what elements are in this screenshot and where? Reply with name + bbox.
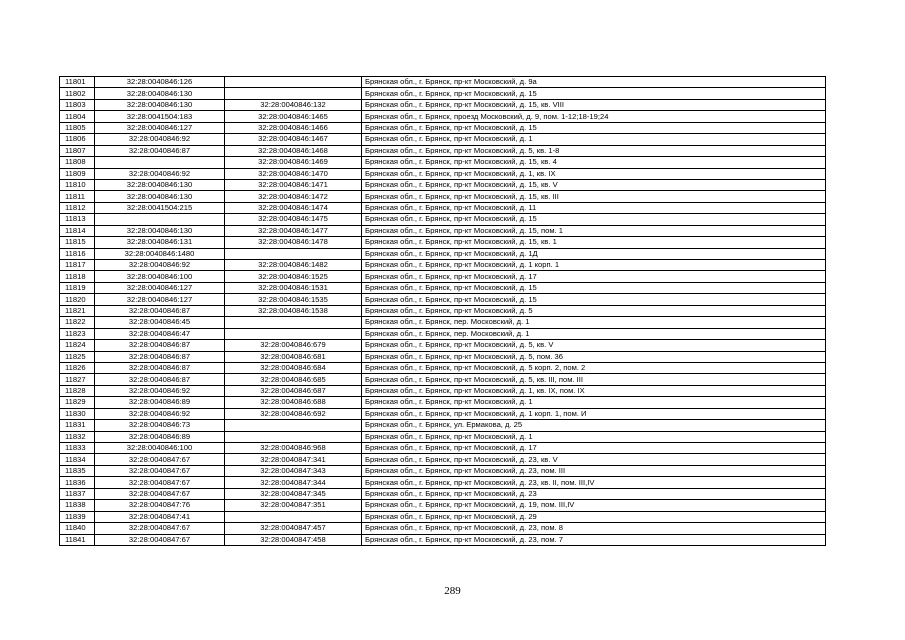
cadastral-number-object-cell (225, 431, 362, 442)
row-number-cell: 11823 (60, 328, 95, 339)
address-cell: Брянская обл., г. Брянск, пр-кт Московский, д. 15, пом. 1 (362, 225, 826, 236)
cadastral-number-object-cell: 32:28:0040846:692 (225, 408, 362, 419)
row-number-cell: 11815 (60, 237, 95, 248)
cadastral-number-parcel-cell: 32:28:0040847:67 (95, 488, 225, 499)
address-cell: Брянская обл., г. Брянск, пр-кт Московский, д. 1, кв. IX (362, 168, 826, 179)
table-row (60, 328, 826, 339)
table-row (60, 534, 826, 545)
row-number-cell: 11811 (60, 191, 95, 202)
cadastral-number-parcel-cell: 32:28:0040846:100 (95, 271, 225, 282)
table-row (60, 237, 826, 248)
cadastral-number-object-cell: 32:28:0040846:1468 (225, 145, 362, 156)
cadastral-number-object-cell: 32:28:0040847:345 (225, 488, 362, 499)
row-number-cell: 11827 (60, 374, 95, 385)
table-row (60, 511, 826, 522)
row-number-cell: 11840 (60, 523, 95, 534)
address-cell: Брянская обл., г. Брянск, пр-кт Московский, д. 5, кв. V (362, 340, 826, 351)
address-cell: Брянская обл., г. Брянск, пер. Московский, д. 1 (362, 328, 826, 339)
cadastral-number-parcel-cell: 32:28:0041504:215 (95, 202, 225, 213)
cadastral-number-object-cell: 32:28:0040846:1469 (225, 157, 362, 168)
address-cell: Брянская обл., г. Брянск, пер. Московский, д. 1 (362, 317, 826, 328)
cadastral-number-object-cell: 32:28:0040847:457 (225, 523, 362, 534)
address-cell: Брянская обл., г. Брянск, пр-кт Московский, д. 23, кв. II, пом. III,IV (362, 477, 826, 488)
cadastral-number-object-cell (225, 77, 362, 88)
address-cell: Брянская обл., г. Брянск, пр-кт Московский, д. 15, кв. 4 (362, 157, 826, 168)
address-cell: Брянская обл., г. Брянск, пр-кт Московский, д. 23, пом. III (362, 465, 826, 476)
row-number-cell: 11825 (60, 351, 95, 362)
row-number-cell: 11820 (60, 294, 95, 305)
table-row (60, 168, 826, 179)
table-row (60, 282, 826, 293)
cadastral-number-object-cell (225, 317, 362, 328)
table-row (60, 191, 826, 202)
row-number-cell: 11833 (60, 443, 95, 454)
cadastral-number-object-cell: 32:28:0040846:1467 (225, 134, 362, 145)
table-row (60, 374, 826, 385)
row-number-cell: 11824 (60, 340, 95, 351)
address-cell: Брянская обл., г. Брянск, пр-кт Московский, д. 15, кв. V (362, 179, 826, 190)
table-row (60, 248, 826, 259)
cadastral-number-parcel-cell: 32:28:0040846:127 (95, 282, 225, 293)
row-number-cell: 11818 (60, 271, 95, 282)
cadastral-number-parcel-cell: 32:28:0040847:76 (95, 500, 225, 511)
table-row (60, 317, 826, 328)
row-number-cell: 11805 (60, 122, 95, 133)
cadastral-number-object-cell (225, 511, 362, 522)
row-number-cell: 11806 (60, 134, 95, 145)
cadastral-number-object-cell: 32:28:0040846:679 (225, 340, 362, 351)
row-number-cell: 11808 (60, 157, 95, 168)
cadastral-number-parcel-cell: 32:28:0040846:131 (95, 237, 225, 248)
address-cell: Брянская обл., г. Брянск, пр-кт Московский, д. 15, кв. 1 (362, 237, 826, 248)
cadastral-number-object-cell: 32:28:0040847:343 (225, 465, 362, 476)
cadastral-number-parcel-cell: 32:28:0040846:87 (95, 340, 225, 351)
address-cell: Брянская обл., г. Брянск, пр-кт Московский, д. 1 корп. 1, пом. И (362, 408, 826, 419)
row-number-cell: 11837 (60, 488, 95, 499)
table-row (60, 351, 826, 362)
cadastral-number-object-cell: 32:28:0040847:351 (225, 500, 362, 511)
page-number: 289 (444, 585, 461, 597)
address-cell: Брянская обл., г. Брянск, пр-кт Московский, д. 15, кв. VIII (362, 99, 826, 110)
cadastral-number-object-cell: 32:28:0040846:1477 (225, 225, 362, 236)
address-cell: Брянская обл., г. Брянск, пр-кт Московский, д. 1, кв. IX, пом. IX (362, 385, 826, 396)
address-cell: Брянская обл., г. Брянск, пр-кт Московский, д. 23 (362, 488, 826, 499)
cadastral-number-parcel-cell: 32:28:0040847:67 (95, 465, 225, 476)
address-cell: Брянская обл., г. Брянск, пр-кт Московский, д. 23, кв. V (362, 454, 826, 465)
address-cell: Брянская обл., г. Брянск, пр-кт Московский, д. 1 (362, 134, 826, 145)
table-row (60, 260, 826, 271)
row-number-cell: 11826 (60, 362, 95, 373)
address-cell: Брянская обл., г. Брянск, пр-кт Московский, д. 17 (362, 443, 826, 454)
cadastral-number-object-cell: 32:28:0040846:1478 (225, 237, 362, 248)
table-row (60, 294, 826, 305)
cadastral-number-object-cell: 32:28:0040846:1535 (225, 294, 362, 305)
cadastral-number-object-cell: 32:28:0040847:341 (225, 454, 362, 465)
cadastral-number-parcel-cell: 32:28:0040846:127 (95, 122, 225, 133)
table-row (60, 431, 826, 442)
cadastral-number-parcel-cell: 32:28:0040846:100 (95, 443, 225, 454)
cadastral-number-parcel-cell: 32:28:0040846:87 (95, 145, 225, 156)
row-number-cell: 11816 (60, 248, 95, 259)
cadastral-number-parcel-cell: 32:28:0040846:92 (95, 168, 225, 179)
cadastral-number-object-cell: 32:28:0040846:1482 (225, 260, 362, 271)
cadastral-number-parcel-cell: 32:28:0040847:41 (95, 511, 225, 522)
row-number-cell: 11834 (60, 454, 95, 465)
table-row (60, 397, 826, 408)
cadastral-table (59, 76, 826, 546)
cadastral-number-parcel-cell: 32:28:0040847:67 (95, 477, 225, 488)
cadastral-number-object-cell: 32:28:0040846:1531 (225, 282, 362, 293)
cadastral-number-parcel-cell: 32:28:0040846:87 (95, 305, 225, 316)
address-cell: Брянская обл., г. Брянск, пр-кт Московский, д. 11 (362, 202, 826, 213)
table-row (60, 420, 826, 431)
row-number-cell: 11817 (60, 260, 95, 271)
cadastral-number-object-cell: 32:28:0040846:1474 (225, 202, 362, 213)
address-cell: Брянская обл., г. Брянск, пр-кт Московский, д. 1 (362, 431, 826, 442)
table-row (60, 145, 826, 156)
cadastral-number-parcel-cell: 32:28:0040846:92 (95, 385, 225, 396)
cadastral-number-object-cell (225, 420, 362, 431)
cadastral-number-object-cell: 32:28:0040846:1470 (225, 168, 362, 179)
cadastral-number-parcel-cell (95, 214, 225, 225)
cadastral-number-parcel-cell: 32:28:0040846:130 (95, 191, 225, 202)
address-cell: Брянская обл., г. Брянск, ул. Ермакова, д. 25 (362, 420, 826, 431)
address-cell: Брянская обл., г. Брянск, пр-кт Московский, д. 15 (362, 282, 826, 293)
address-cell: Брянская обл., г. Брянск, пр-кт Московский, д. 1 корп. 1 (362, 260, 826, 271)
cadastral-number-object-cell: 32:28:0040846:1471 (225, 179, 362, 190)
cadastral-number-parcel-cell: 32:28:0040846:87 (95, 362, 225, 373)
row-number-cell: 11804 (60, 111, 95, 122)
cadastral-number-parcel-cell: 32:28:0040846:92 (95, 134, 225, 145)
cadastral-number-parcel-cell: 32:28:0040846:130 (95, 99, 225, 110)
address-cell: Брянская обл., г. Брянск, пр-кт Московский, д. 1Д (362, 248, 826, 259)
address-cell: Брянская обл., г. Брянск, пр-кт Московский, д. 9а (362, 77, 826, 88)
table-row (60, 77, 826, 88)
row-number-cell: 11836 (60, 477, 95, 488)
address-cell: Брянская обл., г. Брянск, пр-кт Московский, д. 15 (362, 122, 826, 133)
table-row (60, 305, 826, 316)
table-row (60, 134, 826, 145)
row-number-cell: 11809 (60, 168, 95, 179)
cadastral-number-object-cell: 32:28:0040846:684 (225, 362, 362, 373)
table-row (60, 271, 826, 282)
row-number-cell: 11813 (60, 214, 95, 225)
table-row (60, 225, 826, 236)
address-cell: Брянская обл., г. Брянск, пр-кт Московский, д. 15 (362, 88, 826, 99)
row-number-cell: 11841 (60, 534, 95, 545)
address-cell: Брянская обл., г. Брянск, пр-кт Московский, д. 15 (362, 214, 826, 225)
cadastral-number-object-cell (225, 328, 362, 339)
table-row (60, 408, 826, 419)
address-cell: Брянская обл., г. Брянск, пр-кт Московский, д. 19, пом. III,IV (362, 500, 826, 511)
table-row (60, 157, 826, 168)
row-number-cell: 11812 (60, 202, 95, 213)
cadastral-number-parcel-cell: 32:28:0040846:87 (95, 351, 225, 362)
cadastral-number-parcel-cell: 32:28:0040846:45 (95, 317, 225, 328)
cadastral-number-object-cell: 32:28:0040846:1466 (225, 122, 362, 133)
cadastral-number-parcel-cell (95, 157, 225, 168)
table-row (60, 122, 826, 133)
cadastral-number-parcel-cell: 32:28:0040846:92 (95, 260, 225, 271)
address-cell: Брянская обл., г. Брянск, пр-кт Московский, д. 17 (362, 271, 826, 282)
table-row (60, 202, 826, 213)
cadastral-number-object-cell: 32:28:0040846:1525 (225, 271, 362, 282)
cadastral-number-object-cell: 32:28:0040846:687 (225, 385, 362, 396)
address-cell: Брянская обл., г. Брянск, пр-кт Московский, д. 5, кв. 1-8 (362, 145, 826, 156)
table-row (60, 500, 826, 511)
cadastral-number-object-cell: 32:28:0040847:344 (225, 477, 362, 488)
cadastral-number-parcel-cell: 32:28:0040846:47 (95, 328, 225, 339)
row-number-cell: 11831 (60, 420, 95, 431)
table-row (60, 443, 826, 454)
address-cell: Брянская обл., г. Брянск, проезд Московский, д. 9, пом. 1-12;18-19;24 (362, 111, 826, 122)
table-body (60, 77, 826, 546)
cadastral-number-parcel-cell: 32:28:0040846:92 (95, 408, 225, 419)
cadastral-number-object-cell: 32:28:0040846:681 (225, 351, 362, 362)
cadastral-number-object-cell: 32:28:0040846:1475 (225, 214, 362, 225)
table-row (60, 488, 826, 499)
row-number-cell: 11801 (60, 77, 95, 88)
address-cell: Брянская обл., г. Брянск, пр-кт Московский, д. 5, пом. 36 (362, 351, 826, 362)
row-number-cell: 11828 (60, 385, 95, 396)
cadastral-number-object-cell: 32:28:0040846:968 (225, 443, 362, 454)
cadastral-number-parcel-cell: 32:28:0040847:67 (95, 454, 225, 465)
address-cell: Брянская обл., г. Брянск, пр-кт Московский, д. 5, кв. III, пом. III (362, 374, 826, 385)
row-number-cell: 11807 (60, 145, 95, 156)
address-cell: Брянская обл., г. Брянск, пр-кт Московский, д. 15 (362, 294, 826, 305)
cadastral-number-object-cell: 32:28:0040846:1472 (225, 191, 362, 202)
cadastral-number-object-cell: 32:28:0040846:1465 (225, 111, 362, 122)
row-number-cell: 11821 (60, 305, 95, 316)
address-cell: Брянская обл., г. Брянск, пр-кт Московский, д. 5 корп. 2, пом. 2 (362, 362, 826, 373)
table-row (60, 99, 826, 110)
address-cell: Брянская обл., г. Брянск, пр-кт Московский, д. 5 (362, 305, 826, 316)
address-cell: Брянская обл., г. Брянск, пр-кт Московский, д. 29 (362, 511, 826, 522)
table-row (60, 362, 826, 373)
row-number-cell: 11803 (60, 99, 95, 110)
cadastral-number-object-cell (225, 248, 362, 259)
address-cell: Брянская обл., г. Брянск, пр-кт Московский, д. 23, пом. 8 (362, 523, 826, 534)
row-number-cell: 11822 (60, 317, 95, 328)
cadastral-number-parcel-cell: 32:28:0040846:130 (95, 225, 225, 236)
row-number-cell: 11810 (60, 179, 95, 190)
row-number-cell: 11829 (60, 397, 95, 408)
table-row (60, 477, 826, 488)
cadastral-number-parcel-cell: 32:28:0040847:67 (95, 523, 225, 534)
row-number-cell: 11835 (60, 465, 95, 476)
table-row (60, 214, 826, 225)
cadastral-number-parcel-cell: 32:28:0040847:67 (95, 534, 225, 545)
cadastral-number-object-cell: 32:28:0040846:1538 (225, 305, 362, 316)
table-row (60, 454, 826, 465)
cadastral-number-object-cell (225, 88, 362, 99)
cadastral-number-parcel-cell: 32:28:0040846:89 (95, 431, 225, 442)
cadastral-number-parcel-cell: 32:28:0040846:73 (95, 420, 225, 431)
row-number-cell: 11838 (60, 500, 95, 511)
row-number-cell: 11830 (60, 408, 95, 419)
cadastral-number-object-cell: 32:28:0040846:132 (225, 99, 362, 110)
table-row (60, 465, 826, 476)
address-cell: Брянская обл., г. Брянск, пр-кт Московский, д. 1 (362, 397, 826, 408)
row-number-cell: 11839 (60, 511, 95, 522)
cadastral-number-parcel-cell: 32:28:0040846:130 (95, 179, 225, 190)
table-row (60, 523, 826, 534)
cadastral-number-object-cell: 32:28:0040846:688 (225, 397, 362, 408)
cadastral-number-parcel-cell: 32:28:0040846:130 (95, 88, 225, 99)
table-row (60, 179, 826, 190)
table-row (60, 340, 826, 351)
cadastral-number-parcel-cell: 32:28:0040846:126 (95, 77, 225, 88)
row-number-cell: 11802 (60, 88, 95, 99)
cadastral-number-object-cell: 32:28:0040846:685 (225, 374, 362, 385)
row-number-cell: 11832 (60, 431, 95, 442)
cadastral-number-parcel-cell: 32:28:0040846:87 (95, 374, 225, 385)
cadastral-number-parcel-cell: 32:28:0040846:89 (95, 397, 225, 408)
cadastral-number-parcel-cell: 32:28:0040846:1480 (95, 248, 225, 259)
row-number-cell: 11819 (60, 282, 95, 293)
address-cell: Брянская обл., г. Брянск, пр-кт Московский, д. 23, пом. 7 (362, 534, 826, 545)
address-cell: Брянская обл., г. Брянск, пр-кт Московский, д. 15, кв. III (362, 191, 826, 202)
cadastral-number-parcel-cell: 32:28:0040846:127 (95, 294, 225, 305)
table-row (60, 88, 826, 99)
table-row (60, 385, 826, 396)
row-number-cell: 11814 (60, 225, 95, 236)
table-row (60, 111, 826, 122)
cadastral-number-object-cell: 32:28:0040847:458 (225, 534, 362, 545)
cadastral-number-parcel-cell: 32:28:0041504:183 (95, 111, 225, 122)
